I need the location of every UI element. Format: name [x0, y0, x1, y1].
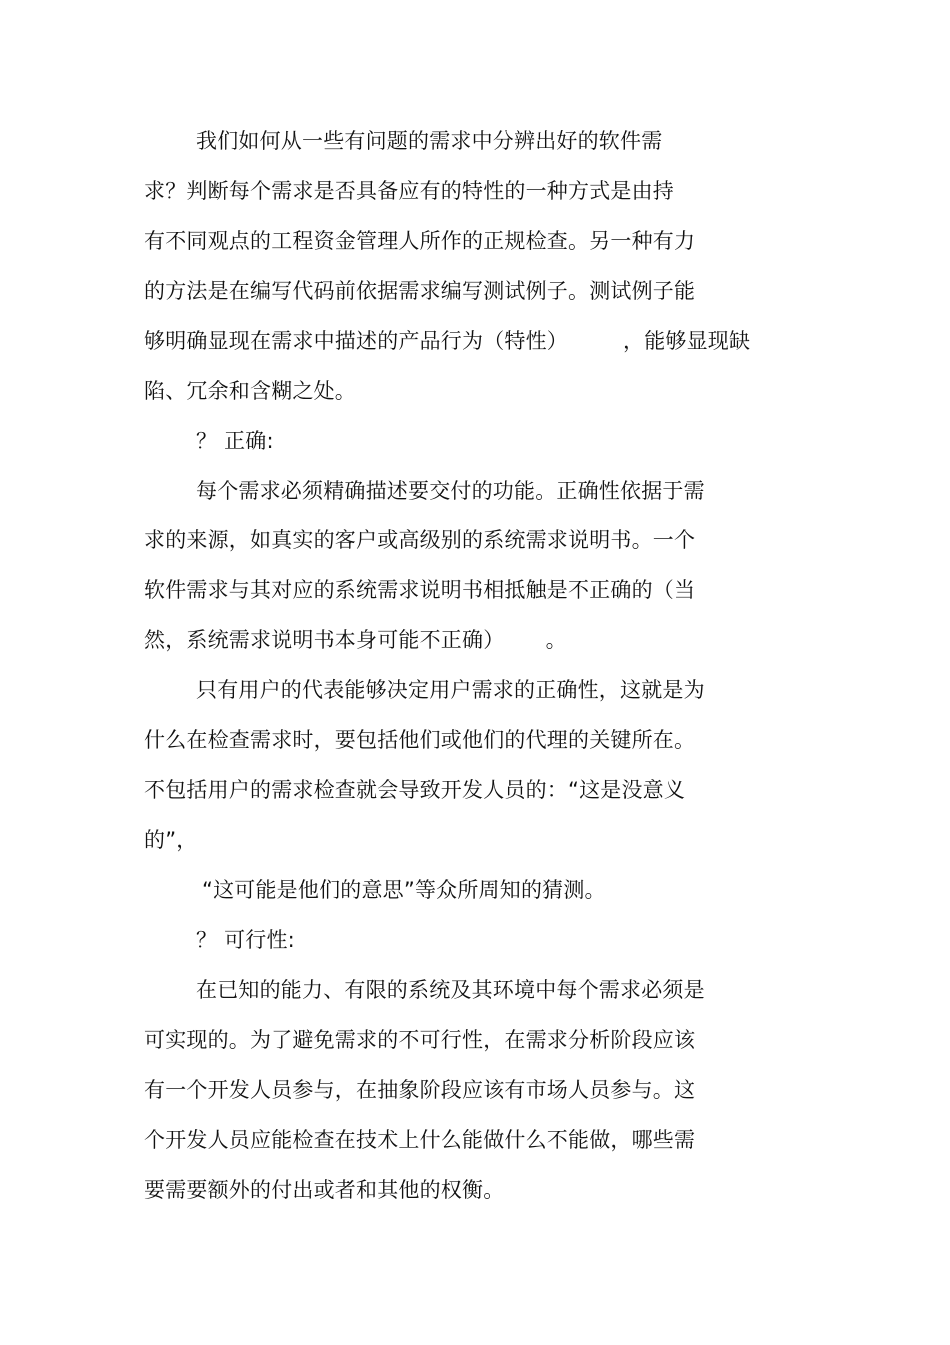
paragraph-line: 个开发人员应能检查在技术上什么能做什么不能做，哪些需: [144, 1128, 696, 1152]
paragraph-line: 的”，: [144, 828, 198, 852]
section-heading-correct: ？ 正确:: [196, 429, 274, 453]
paragraph-line: 有一个开发人员参与，在抽象阶段应该有市场人员参与。这: [144, 1078, 696, 1102]
paragraph-line: 然，系统需求说明书本身可能不正确） 。: [144, 628, 567, 652]
paragraph-line: 够明确显现在需求中描述的产品行为（特性） ，能够显现缺: [144, 329, 751, 353]
section-heading-feasibility: ？ 可行性:: [196, 928, 295, 952]
paragraph-line: 在已知的能力、有限的系统及其环境中每个需求必须是: [196, 978, 705, 1002]
paragraph-line: 软件需求与其对应的系统需求说明书相抵触是不正确的（当: [144, 578, 696, 602]
paragraph-line: 有不同观点的工程资金管理人所作的正规检查。另一种有力: [144, 229, 696, 253]
paragraph-line: 可实现的。为了避免需求的不可行性，在需求分析阶段应该: [144, 1028, 696, 1052]
paragraph-line: 要需要额外的付出或者和其他的权衡。: [144, 1178, 505, 1202]
paragraph-line: 每个需求必须精确描述要交付的功能。正确性依据于需: [196, 479, 705, 503]
paragraph-line: 不包括用户的需求检查就会导致开发人员的：“这是没意义: [144, 778, 686, 802]
paragraph-line: 的方法是在编写代码前依据需求编写测试例子。测试例子能: [144, 279, 696, 303]
paragraph-line: 我们如何从一些有问题的需求中分辨出好的软件需: [196, 129, 663, 153]
paragraph-line: 求？判断每个需求是否具备应有的特性的一种方式是由持: [144, 179, 674, 203]
paragraph-line: 只有用户的代表能够决定用户需求的正确性，这就是为: [196, 678, 705, 702]
paragraph-line: 陷、冗余和含糊之处。: [144, 379, 356, 403]
paragraph-line: 什么在检查需求时，要包括他们或他们的代理的关键所在。: [144, 728, 696, 752]
paragraph-line: 求的来源，如真实的客户或高级别的系统需求说明书。一个: [144, 528, 696, 552]
paragraph-line: “这可能是他们的意思”等众所周知的猜测。: [202, 878, 606, 902]
